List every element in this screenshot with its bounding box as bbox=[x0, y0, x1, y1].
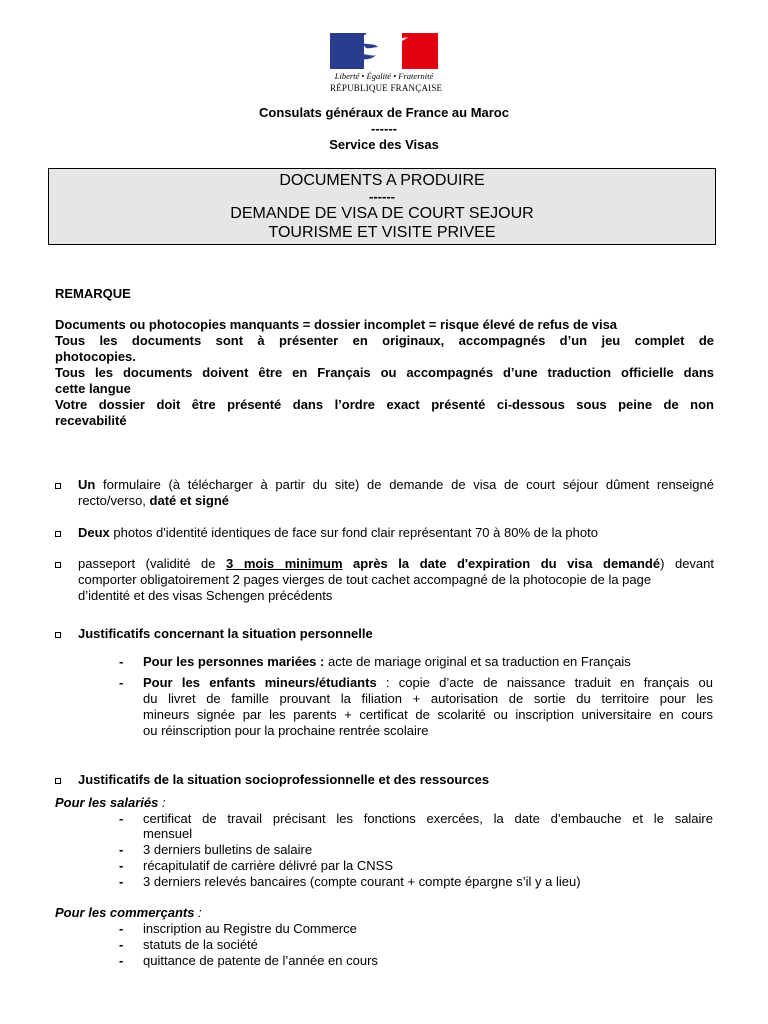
bullet-square-icon bbox=[55, 483, 61, 489]
bullet-square-icon bbox=[55, 562, 61, 568]
perso-enfants-line-2: du livret de famille prouvant la filiation + autorisation de sortie du territoire pour les bbox=[143, 691, 713, 706]
republic-motto: Liberté • Égalité • Fraternité bbox=[334, 71, 434, 81]
tricolor-flag bbox=[330, 33, 438, 69]
item-passeport-line-2: comporter obligatoirement 2 pages vierges de tout cachet accompagné de la photocopie de la page bbox=[78, 572, 652, 587]
marianne-logo bbox=[330, 33, 443, 95]
salaries-item: récapitulatif de carrière délivré par la CNSS bbox=[143, 858, 393, 873]
commercants-heading: Pour les commerçants : bbox=[55, 905, 202, 920]
salaries-item: 3 derniers relevés bancaires (compte courant + compte épargne s’il y a lieu) bbox=[143, 874, 581, 889]
commercants-item: statuts de la société bbox=[143, 937, 258, 952]
salaries-heading: Pour les salariés : bbox=[55, 795, 166, 810]
salaries-item: certificat de travail précisant les fonctions exercées, la date d’embauche et le salaire bbox=[143, 811, 713, 826]
socio-title: Justificatifs de la situation socioprofessionnelle et des ressources bbox=[78, 772, 490, 787]
remarque-line-3: Tous les documents doivent être en Français ou accompagnés d’une traduction officielle dans bbox=[55, 365, 714, 380]
dash-marker: - bbox=[119, 675, 124, 690]
title-line-2: DEMANDE DE VISA DE COURT SEJOUR bbox=[230, 205, 534, 222]
remarque-line-2: Tous les documents sont à présenter en originaux, accompagnés d’un jeu complet de bbox=[55, 333, 714, 348]
commercants-item: inscription au Registre du Commerce bbox=[143, 921, 357, 936]
perso-enfants-line-4: ou réinscription pour la prochaine rentrée scolaire bbox=[143, 723, 429, 738]
bullet-square-icon bbox=[55, 778, 61, 784]
perso-maries: Pour les personnes mariées : acte de mariage original et sa traduction en Français bbox=[143, 654, 631, 669]
title-box bbox=[48, 168, 716, 245]
title-line-1: DOCUMENTS A PRODUIRE bbox=[279, 172, 485, 189]
bullet-square-icon bbox=[55, 632, 61, 638]
remarque-title: REMARQUE bbox=[55, 286, 131, 301]
service-name: Service des Visas bbox=[329, 137, 439, 152]
salaries-item: 3 derniers bulletins de salaire bbox=[143, 842, 313, 857]
dash-marker: - bbox=[119, 921, 124, 936]
bullet-square-icon bbox=[55, 531, 61, 537]
republic-name: RÉPUBLIQUE FRANÇAISE bbox=[330, 83, 443, 93]
dash-marker: - bbox=[119, 842, 124, 857]
marianne-profile-icon bbox=[358, 33, 410, 69]
remarque-line-2b: photocopies. bbox=[55, 349, 136, 364]
item-formulaire-line-2: recto/verso, daté et signé bbox=[78, 493, 229, 508]
item-passeport-line-3: d’identité et des visas Schengen précédents bbox=[78, 588, 333, 603]
dash-marker: - bbox=[119, 858, 124, 873]
title-separator: ------ bbox=[369, 189, 395, 204]
dash-marker: - bbox=[119, 874, 124, 889]
remarque-line-4: Votre dossier doit être présenté dans l’ordre exact présenté ci-dessous sous peine de non bbox=[55, 397, 714, 412]
remarque-line-3b: cette langue bbox=[55, 381, 131, 396]
remarque-line-4b: recevabilité bbox=[55, 413, 127, 428]
dash-marker: - bbox=[119, 937, 124, 952]
item-passeport-line-1: passeport (validité de 3 mois minimum après la date d'expiration du visa demandé) devant bbox=[78, 556, 714, 571]
perso-title: Justificatifs concernant la situation personnelle bbox=[78, 626, 373, 641]
salaries-item: mensuel bbox=[143, 826, 193, 841]
item-photos: Deux photos d'identité identiques de face sur fond clair représentant 70 à 80% de la photo bbox=[78, 525, 598, 540]
dash-marker: - bbox=[119, 654, 124, 669]
perso-enfants-line-3: mineurs signée par les parents + certificat de scolarité ou inscription universitaire en cours bbox=[143, 707, 713, 722]
perso-enfants-line-1: Pour les enfants mineurs/étudiants : copie d’acte de naissance traduit en français ou bbox=[143, 675, 713, 690]
dash-marker: - bbox=[119, 811, 124, 826]
consulate-name: Consulats généraux de France au Maroc bbox=[259, 105, 509, 120]
item-formulaire-line-1: Un formulaire (à télécharger à partir du site) de demande de visa de court séjour dûment renseigné bbox=[78, 477, 714, 492]
dash-marker: - bbox=[119, 953, 124, 968]
header-separator: ------ bbox=[371, 121, 397, 136]
remarque-line-1: Documents ou photocopies manquants = dossier incomplet = risque élevé de refus de visa bbox=[55, 317, 618, 332]
title-line-3: TOURISME ET VISITE PRIVEE bbox=[268, 224, 496, 241]
commercants-item: quittance de patente de l’année en cours bbox=[143, 953, 378, 968]
